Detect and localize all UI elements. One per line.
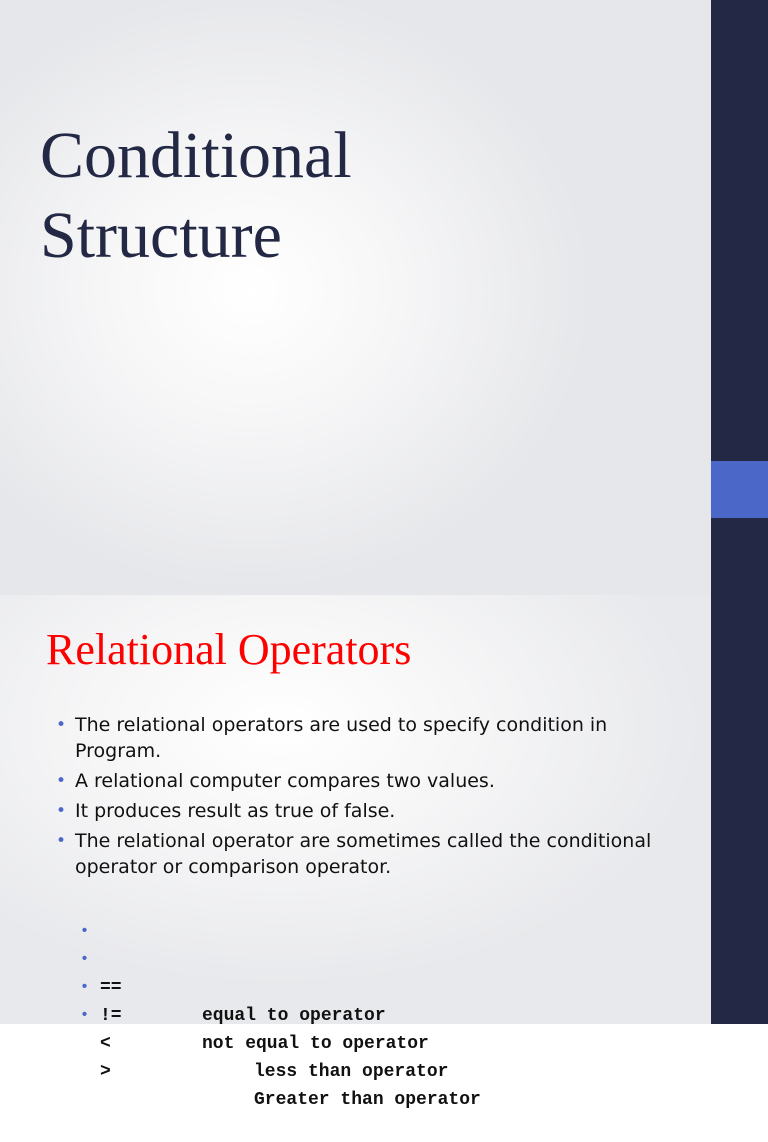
bullet-dot-icon: • (56, 715, 67, 735)
list-item-text: The relational operators are used to specify condition in Program. (75, 714, 608, 762)
side-accent-block (711, 461, 768, 518)
list-item-text: A relational computer compares two values. (75, 770, 495, 792)
list-item-text: It produces result as true of false. (75, 800, 396, 822)
operator-symbol: == (100, 978, 122, 998)
list-item (56, 712, 666, 764)
list-item (56, 828, 666, 880)
bullet-dot-icon: • (80, 923, 90, 940)
bullet-dot-icon: • (80, 979, 90, 996)
operator-description: equal to operator (202, 1006, 386, 1026)
operator-description: Greater than operator (254, 1090, 481, 1110)
list-item (56, 768, 666, 794)
bullet-dot-icon: • (80, 951, 90, 968)
bullet-dot-icon: • (56, 801, 67, 821)
operator-symbol: < (100, 1034, 111, 1054)
bullet-list (56, 712, 666, 884)
list-item-text: The relational operator are sometimes called the conditional operator or comparison operator. (75, 830, 652, 878)
bullet-dot-icon: • (56, 771, 67, 791)
operator-symbol: != (100, 1006, 122, 1026)
section-title: Relational Operators (46, 625, 412, 674)
operator-description: not equal to operator (202, 1034, 429, 1054)
bullet-dot-icon: • (56, 831, 67, 851)
list-item (56, 798, 666, 824)
slide-title (40, 116, 680, 276)
title-line-1: Conditional (40, 119, 352, 192)
operator-description: less than operator (254, 1062, 449, 1082)
operator-item (80, 946, 700, 1054)
operator-symbol: > (100, 1062, 111, 1082)
operator-list (80, 918, 700, 1110)
title-line-2: Structure (40, 199, 282, 272)
bullet-dot-icon: • (80, 1007, 90, 1024)
operator-item (80, 918, 700, 1026)
